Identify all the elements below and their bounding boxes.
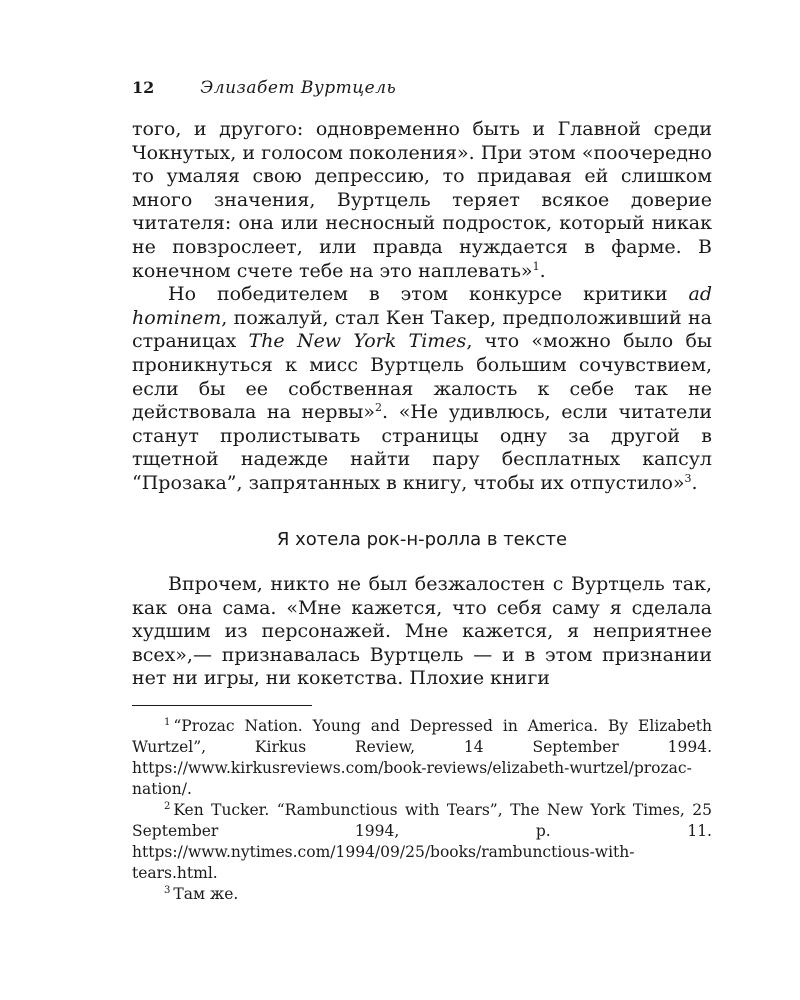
footnote-1 — [132, 716, 712, 800]
paragraph-2-text-b: , пожалуй, стал Кен Такер, предположивший на страницах — [132, 306, 712, 353]
running-title: Элизабет Вуртцель — [200, 78, 397, 98]
book-page — [132, 78, 712, 905]
paragraph-2-end: . — [691, 471, 698, 494]
paragraph-2-text-a: Но победителем в этом конкурсе критики — [168, 283, 689, 306]
paragraph-1-text: того, и другого: одновременно быть и Главной среди Чокнутых, и голосом поколения». При этом «поочередно то умаляя свою депрессию, то придавая ей слишком много значения, Вуртцель теряет всякое доверие читателя: она или несносный подросток, который никак не повзрослеет, или правда нуждается в фарме. В конечном счете тебе на это наплевать» — [132, 118, 712, 282]
footnote-mark-1: 1 — [164, 717, 171, 729]
footnote-ref-1: 1 — [532, 259, 540, 273]
paragraph-2-text-c: , что «можно было бы проникнуться к мисс Вуртцель большим сочувствием, если бы ее собственная жалость к себе так не действовала на нервы» — [132, 330, 713, 424]
footnote-ref-3: 3 — [684, 471, 692, 485]
footnote-3 — [132, 884, 712, 905]
footnote-2 — [132, 800, 712, 884]
body-text — [132, 118, 712, 691]
footnote-mark-2: 2 — [164, 801, 171, 813]
footnote-text-1: “Prozac Nation. Young and Depressed in America. By Elizabeth Wurtzel”, Kirkus Review, 14 September 1994. https://www.kirkusreviews.com/book-reviews/elizabeth-wurtzel/prozac-nation/. — [132, 717, 712, 799]
footnote-mark-3: 3 — [164, 885, 171, 897]
paragraph-3: Впрочем, никто не был безжалостен с Вуртцель так, как она сама. «Мне кажется, что себя саму я сделала худшим из персонажей. Мне кажется, я неприятнее всех»,— признавалась Вуртцель — и в этом признании нет ни игры, ни кокетства. Плохие книги — [132, 573, 712, 690]
footnote-divider — [132, 705, 312, 706]
paragraph-2 — [132, 283, 712, 495]
latin-phrase: ad hominem — [132, 283, 712, 329]
footnote-ref-2: 2 — [375, 401, 383, 415]
footnote-text-2: Ken Tucker. “Rambunctious with Tears”, The New York Times, 25 September 1994, p. 11. https://www.nytimes.com/1994/09/25/books/rambunctious-with-tears.html. — [132, 801, 712, 883]
section-heading: Я хотела рок-н-ролла в тексте — [276, 528, 568, 550]
footnote-text-3: Там же. — [173, 885, 239, 904]
running-head — [132, 78, 712, 98]
newspaper-title: The New York Times — [248, 330, 467, 353]
paragraph-2-text-d: . «Не удивлюсь, если читатели станут пролистывать страницы одну за другой в тщетной надежде найти пару бесплатных капсул “Прозака”, запрятанных в книгу, чтобы их отпустило» — [132, 401, 712, 494]
paragraph-1: того, и другого: одновременно быть и Главной среди Чокнутых, и голосом поколения». При этом «поочередно то умаляя свою депрессию, то придавая ей слишком много значения, Вуртцель теряет всякое доверие читателя: она или несносный подросток, который никак не повзрослеет, или правда нуждается в фарме. В конечном счете тебе на это наплевать»$^1$. — [132, 118, 712, 282]
page-number: 12 — [132, 78, 155, 97]
footnotes — [132, 716, 712, 905]
